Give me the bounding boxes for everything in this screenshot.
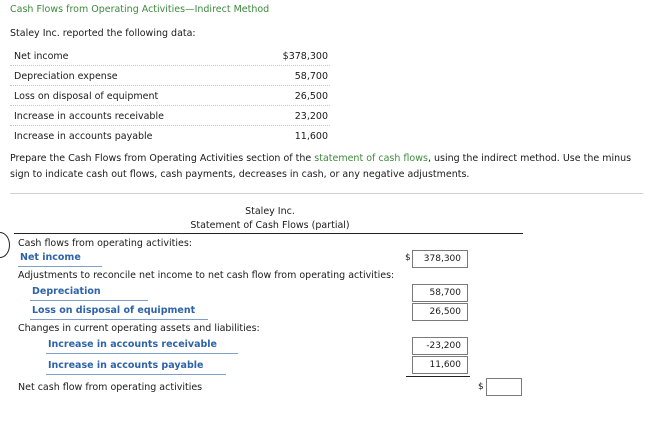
given-label: Net income (14, 51, 69, 62)
net-income-label[interactable]: Net income (20, 252, 81, 263)
section-label: Cash flows from operating activities: (18, 238, 192, 249)
divider (10, 193, 643, 194)
page-title: Cash Flows from Operating Activities—Indirect Method (10, 4, 270, 15)
given-label: Increase in accounts receivable (14, 111, 164, 122)
dollar-sign: $ (405, 253, 411, 263)
accounts-payable-field[interactable]: 11,600 (412, 356, 468, 374)
net-cash-label: Net cash flow from operating activities (18, 382, 203, 393)
depreciation-label[interactable]: Depreciation (32, 286, 101, 297)
statement-link[interactable]: statement of cash flows (314, 153, 428, 164)
subtotal-rule (406, 376, 470, 377)
given-value: 11,600 (294, 131, 328, 142)
given-value: $378,300 (282, 51, 328, 62)
changes-label: Changes in current operating assets and liabilities: (18, 323, 260, 334)
dollar-sign: $ (478, 382, 484, 392)
loss-disposal-field[interactable]: 26,500 (412, 303, 468, 321)
given-value: 23,200 (294, 111, 328, 122)
bracket-marker (0, 232, 10, 258)
accounts-receivable-label[interactable]: Increase in accounts receivable (48, 339, 217, 350)
header-rule (14, 233, 523, 234)
given-value: 26,500 (294, 91, 328, 102)
given-label: Increase in accounts payable (14, 131, 153, 142)
adjustments-label: Adjustments to reconcile net income to net cash flow from operating activities: (18, 270, 395, 281)
intro-text: Staley Inc. reported the following data: (10, 28, 196, 39)
instructions: Prepare the Cash Flows from Operating Activities section of the statement of cash flows, using the indirect method. Use the minus sign to indicate cash out flows, cash payments, decreases in cash, or any negative adjustments. (10, 153, 632, 180)
net-cash-field[interactable] (486, 378, 522, 396)
given-value: 58,700 (294, 71, 328, 82)
statement-title: Statement of Cash Flows (partial) (190, 220, 350, 231)
company-name: Staley Inc. (245, 206, 295, 217)
loss-disposal-label[interactable]: Loss on disposal of equipment (32, 305, 196, 316)
depreciation-field[interactable]: 58,700 (412, 284, 468, 302)
given-label: Loss on disposal of equipment (14, 91, 159, 102)
net-income-field[interactable]: 378,300 (412, 250, 468, 268)
accounts-payable-label[interactable]: Increase in accounts payable (48, 360, 204, 371)
given-label: Depreciation expense (14, 71, 118, 82)
accounts-receivable-field[interactable]: -23,200 (412, 337, 468, 355)
